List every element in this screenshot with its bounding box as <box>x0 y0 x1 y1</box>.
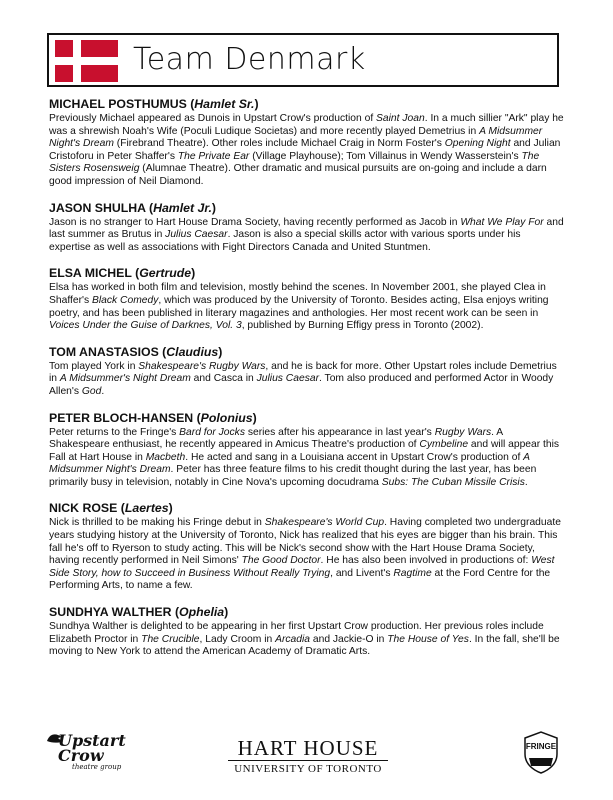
bio-title: Shakespeare's World Cup <box>264 517 385 529</box>
bio-text: . In a much sillier "Ark" play he was a shrewish Noah's Wife (Poculi Ludique Societas) and more recently played Demetrius in <box>49 113 564 137</box>
fringe-logo <box>521 730 561 786</box>
bio-title: Subs: The Cuban Missile Crisis <box>381 476 525 488</box>
cast-member-heading: NICK ROSE (Laertes) <box>49 501 173 516</box>
cast-member-role: Laertes <box>124 501 169 516</box>
bio-text: , and he is back for more. Other Upstart roles include Demetrius in <box>49 360 557 385</box>
bio-text: . He acted and sang in a Louisiana accent in Upstart Crow's production of <box>185 451 524 463</box>
crow-logo-subtitle: theatre group <box>72 763 122 771</box>
hart-house-name: HART HOUSE <box>237 736 379 760</box>
bio-text: , and Livent's <box>330 567 394 579</box>
bio-title: Opening Night <box>444 138 511 150</box>
bio-title: The Private Ear <box>177 150 250 162</box>
crow-logo-text: Upstart Crow <box>58 731 126 765</box>
page-title: Team Denmark <box>133 42 366 77</box>
bio-title: Bard for Jocks <box>179 426 245 438</box>
cast-member-bio <box>49 361 564 399</box>
bio-text: . He has also been involved in productions of: <box>320 555 532 567</box>
bio-title: A Midsummer Night's Dream <box>49 125 543 150</box>
bio-text: Elsa has worked in both film and television, mostly behind the scenes. In November 2001, she played Clea in Shaffer's <box>49 282 546 306</box>
cast-member-role: Ophelia <box>179 605 225 620</box>
bio-text: . Tom also produced and performed Actor in Woody Allen's <box>49 373 554 397</box>
cast-member-heading: TOM ANASTASIOS (Claudius) <box>49 344 223 359</box>
bio-text: Tom played York in <box>49 360 139 372</box>
fringe-logo-text: FRINGE <box>525 742 557 751</box>
cast-entry <box>49 411 564 490</box>
cast-member-bio <box>49 427 564 490</box>
cast-member-bio <box>49 113 564 189</box>
cast-member-bio <box>49 282 564 332</box>
denmark-flag-icon <box>55 40 118 82</box>
crow-bird-icon <box>46 731 64 745</box>
footer-logos <box>0 730 613 800</box>
bio-title: Julius Caesar <box>256 373 320 385</box>
cast-entry <box>49 266 564 332</box>
cast-member-name: MICHAEL POSTHUMUS <box>49 97 187 111</box>
bio-text: Peter returns to the Fringe's <box>49 426 180 438</box>
bio-text: . Having completed two undergraduate years studying history at the University of Toronto, Nick has realized that his eyes are bigger than his brain. This fall he's off to Ryerson to study acting. This will be Nick's second show with the Hart House Drama Society, having recently performed in Neil Simons' <box>49 517 561 567</box>
upstart-crow-logo <box>50 733 130 783</box>
hart-house-logo <box>228 738 388 775</box>
bio-title: The Sisters Rosensweig <box>49 150 540 175</box>
cast-member-role: Gertrude <box>139 266 192 281</box>
bio-title: Cymbeline <box>419 439 469 451</box>
cast-member-role: Hamlet Sr. <box>194 97 255 111</box>
bio-title: God <box>81 385 102 397</box>
bio-text: and Casca in <box>190 373 257 385</box>
bio-text: and Julian Cristoforu in Peter Shaffer's <box>49 138 561 162</box>
bio-text: and will appear this Fall at Hart House in <box>49 439 560 463</box>
bio-title: A Midsummer Night's Dream <box>49 451 530 476</box>
cast-member-name: JASON SHULHA <box>49 200 146 215</box>
cast-member-name: PETER BLOCH-HANSEN <box>49 410 194 425</box>
cast-member-role: Claudius <box>166 344 219 359</box>
cast-member-name: ELSA MICHEL <box>49 266 132 281</box>
bio-text: . <box>101 385 105 397</box>
cast-entry <box>49 97 564 189</box>
university-name: UNIVERSITY OF TORONTO <box>228 760 388 775</box>
cast-entry <box>49 201 564 255</box>
bio-title: The Crucible <box>141 633 200 645</box>
bio-text: . Peter has three feature films to his credit thought during the last year, has been primarily busy in television, notably in Cine Nova's upcoming docudrama <box>49 464 537 488</box>
cast-member-name: NICK ROSE <box>49 501 118 516</box>
bio-title: The House of Yes <box>387 633 469 645</box>
cast-entry <box>49 501 564 593</box>
cast-entry <box>49 605 564 659</box>
bio-title: Shakespeare's Rugby Wars <box>138 360 266 372</box>
cast-member-heading: MICHAEL POSTHUMUS (Hamlet Sr.) <box>49 97 259 111</box>
bio-title: What We Play For <box>460 216 544 228</box>
cast-member-role: Hamlet Jr. <box>153 200 212 215</box>
bio-text: (Village Playhouse); Tom Villainus in Wendy Wasserstein's <box>249 150 522 162</box>
cast-member-role: Polonius <box>200 410 253 425</box>
cast-member-bio <box>49 217 564 255</box>
bio-title: Black Comedy <box>92 294 159 306</box>
bio-text: , Lady Croom in <box>199 633 276 645</box>
cast-member-heading: ELSA MICHEL (Gertrude) <box>49 266 196 281</box>
bio-text: (Alumnae Theatre). Other dramatic and musical pursuits are on-going and include a darn good impression of Neil Diamond. <box>49 163 547 187</box>
cast-member-heading: SUNDHYA WALTHER (Ophelia) <box>49 605 229 620</box>
cast-member-bio <box>49 517 564 593</box>
cast-entry <box>49 345 564 399</box>
cast-member-bio <box>49 621 564 659</box>
bio-text: , published by Burning Effigy press in Toronto (2002). <box>241 320 484 332</box>
bio-title: Saint Joan <box>376 113 425 124</box>
bio-text: at the Ford Centre for the Performing Arts, to name a few. <box>49 567 551 592</box>
bio-text: and Jackie-O in <box>310 633 388 645</box>
fringe-crest-icon <box>521 730 561 774</box>
bio-text: (Firebrand Theatre). Other roles include Michael Craig in Norm Foster's <box>113 138 445 150</box>
bio-text: Previously Michael appeared as Dunois in Upstart Crow's production of <box>49 113 377 124</box>
bio-title: The Good Doctor <box>241 555 321 567</box>
bio-title: Arcadia <box>275 633 310 645</box>
bio-text: . In the fall, she'll be moving to New York to attend the American Academy of Dramatic Arts. <box>49 633 560 658</box>
bio-text: series after his appearance in last year's <box>244 426 435 438</box>
bio-title: Voices Under the Guise of Darknes, Vol. 3 <box>49 320 242 332</box>
bio-title: West Side Story, how to Succeed in Business Without Really Trying <box>49 555 555 579</box>
bio-text: and last summer as Brutus in <box>49 216 564 241</box>
bio-text: . A Shakespeare enthusiast, he recently appeared in Amicus Theatre's production of <box>49 426 503 451</box>
bio-text: Nick is thrilled to be making his Fringe debut in <box>49 517 265 529</box>
bio-text: . Jason is also a special skills actor with various sports under his expertise as well as associations with Fight Directors Canada and United Stuntmen. <box>49 229 521 253</box>
bio-title: Rugby Wars <box>434 426 492 438</box>
header-banner <box>47 33 559 87</box>
cast-member-name: TOM ANASTASIOS <box>49 344 159 359</box>
cast-member-heading: JASON SHULHA (Hamlet Jr.) <box>49 200 216 215</box>
bio-title: Julius Caesar <box>165 229 228 241</box>
cast-bios <box>49 97 564 671</box>
cast-member-heading: PETER BLOCH-HANSEN (Polonius) <box>49 410 257 425</box>
bio-text: . <box>524 476 528 488</box>
bio-title: Ragtime <box>393 567 432 579</box>
bio-text: Sundhya Walther is delighted to be appearing in her first Upstart Crow production. Her previous roles include Elizabeth Proctor in <box>49 621 544 645</box>
bio-title: A Midsummer's Night Dream <box>59 373 191 385</box>
cast-member-name: SUNDHYA WALTHER <box>49 605 172 620</box>
bio-text: , which was produced by the University of Toronto. Besides acting, Elsa enjoys writing poetry, and has been published in literary magazines and anthologies. Her most recent work can be seen in <box>49 294 549 319</box>
bio-title: Macbeth <box>145 451 186 463</box>
bio-text: Jason is no stranger to Hart House Drama Society, having recently performed as Jacob in <box>49 216 461 228</box>
